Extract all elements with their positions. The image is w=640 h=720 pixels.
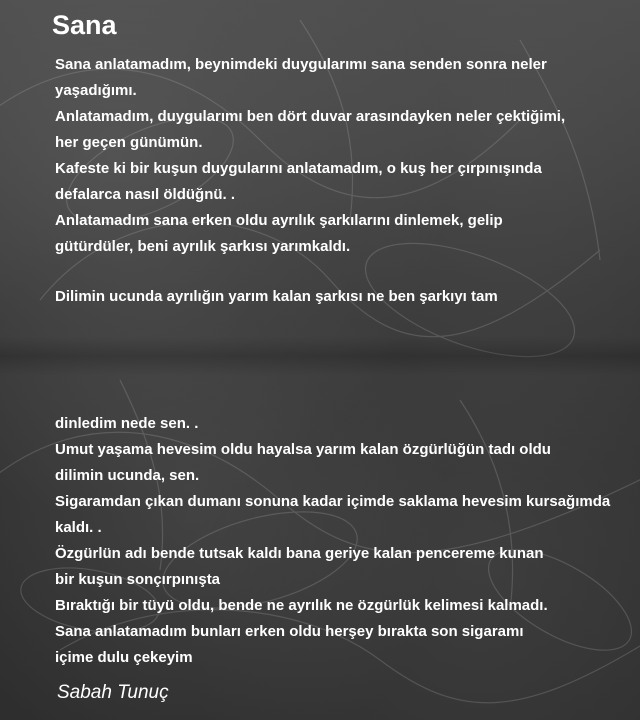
poem-line: Anlatamadım, duygularımı ben dört duvar arasındayken neler çektiğimi,	[55, 108, 566, 125]
poem-author: Sabah Tunuç	[57, 682, 169, 703]
poem-line: Sigaramdan çıkan dumanı sonuna kadar içimde saklama hevesim kursağımda	[55, 493, 611, 510]
poem-line: Bıraktığı bir tüyü oldu, bende ne ayrılık ne özgürlük kelimesi kalmadı.	[55, 597, 548, 614]
poem-stanza	[55, 411, 610, 671]
poem-line: dinledim nede sen. .	[55, 415, 199, 432]
poem-line: gütürdüler, beni ayrılık şarkısı yarımkaldı.	[55, 238, 351, 255]
poem-line: içime dulu çekeyim	[55, 649, 193, 666]
poem-line: Özgürlün adı bende tutsak kaldı bana geriye kalan pencereme kunan	[55, 545, 544, 562]
poem-line: yaşadığımı.	[55, 82, 137, 99]
poem-line: Sana anlatamadım, beynimdeki duygularımı sana senden sonra neler	[55, 56, 547, 73]
section-divider-band	[0, 336, 640, 376]
poem-line: bir kuşun sonçırpınışta	[55, 571, 221, 588]
poem-line: Sana anlatamadım bunları erken oldu herşey bırakta son sigaramı	[55, 623, 524, 640]
poem-line: Anlatamadım sana erken oldu ayrılık şarkılarını dinlemek, gelip	[55, 212, 503, 229]
poem-stanza	[55, 284, 498, 310]
poem-stanza	[55, 52, 565, 260]
poem-line: kaldı. .	[55, 519, 102, 536]
poem-title: Sana	[52, 10, 117, 40]
poem-line: defalarca nasıl öldüğnü. .	[55, 186, 236, 203]
poem-line: Kafeste ki bir kuşun duygularını anlatamadım, o kuş her çırpınışında	[55, 160, 542, 177]
poem-line: Umut yaşama hevesim oldu hayalsa yarım kalan özgürlüğün tadı oldu	[55, 441, 551, 458]
poem-line: Dilimin ucunda ayrılığın yarım kalan şarkısı ne ben şarkıyı tam	[55, 288, 498, 305]
poem-line: dilimin ucunda, sen.	[55, 467, 200, 484]
poem-line: her geçen günümün.	[55, 134, 203, 151]
